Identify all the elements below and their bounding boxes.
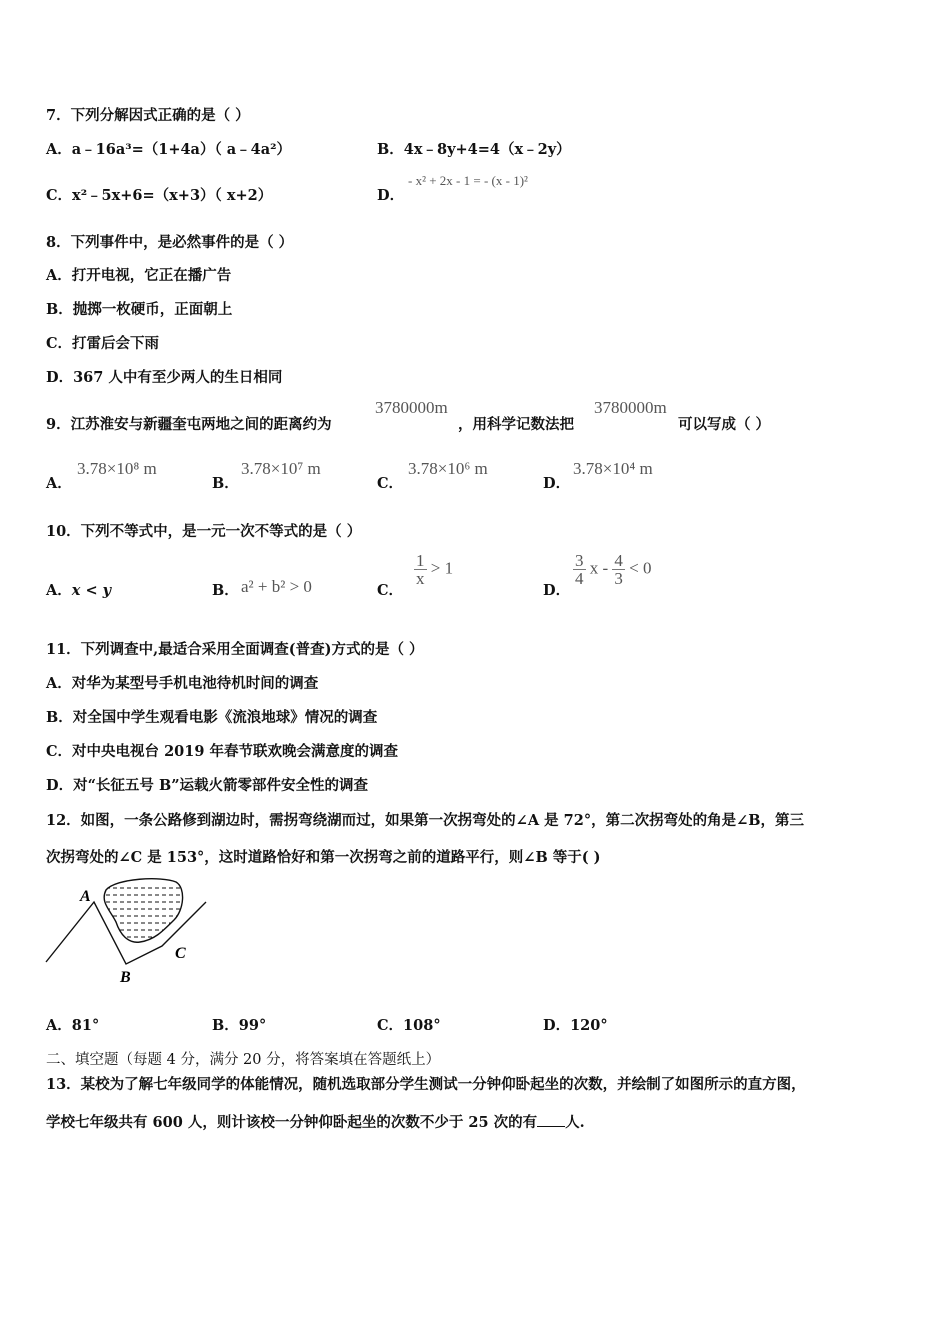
q11-option-a: A．对华为某型号手机电池待机时间的调查 <box>46 675 319 692</box>
figure-label-b: B <box>120 969 131 986</box>
q7-option-b: B．4x﹣8y+4=4（x﹣2y） <box>377 141 571 158</box>
q11-option-c: C．对中央电视台 2019 年春节联欢晚会满意度的调查 <box>46 743 398 760</box>
q7-option-d-formula: - x² + 2x - 1 = - (x - 1)² <box>408 173 528 188</box>
q11-option-b: B．对全国中学生观看电影《流浪地球》情况的调查 <box>46 709 378 726</box>
q9-option-c-label: C． <box>377 475 404 492</box>
q10-option-c: $\frac{1}{x}$ > 1 <box>416 551 454 588</box>
q8-stem: 8．下列事件中，是必然事件的是（ ） <box>46 234 294 251</box>
q8-option-a: A．打开电视，它正在播广告 <box>46 267 232 284</box>
q12-stem-line1: 12．如图，一条公路修到湖边时，需拐弯绕湖而过，如果第一次拐弯处的∠A 是 72°，第二次拐弯处的角是∠B，第三 <box>46 812 805 829</box>
q12-option-b: B．99° <box>212 1017 267 1034</box>
q9-option-d-label: D． <box>543 475 571 492</box>
q9-option-a-label: A． <box>46 475 72 492</box>
q11-stem: 11．下列调查中,最适合采用全面调查(普查)方式的是（ ） <box>46 641 424 658</box>
q12-stem-line2: 次拐弯处的∠C 是 153°，这时道路恰好和第一次拐弯之前的道路平行，则∠B 等于( ) <box>46 849 601 866</box>
q10-option-c-label: C． <box>377 582 404 599</box>
q9-distance-2: 3780000m <box>594 398 667 417</box>
q10-stem: 10．下列不等式中，是一元一次不等式的是（ ） <box>46 523 362 540</box>
q9-distance-1: 3780000m <box>375 398 448 417</box>
q8-option-c: C．打雷后会下雨 <box>46 335 160 352</box>
q7-option-c: C．x²﹣5x+6=（x+3）（ x+2） <box>46 187 273 204</box>
q9-stem-part1: 9．江苏淮安与新疆奎屯两地之间的距离约为 <box>46 416 332 433</box>
q8-option-b: B．抛掷一枚硬币，正面朝上 <box>46 301 233 318</box>
q9-option-a: 3.78×10⁸ m <box>77 459 157 478</box>
q9-option-d: 3.78×10⁴ m <box>573 459 653 478</box>
section-heading: 二、填空题（每题 4 分，满分 20 分，将答案填在答题纸上） <box>46 1052 441 1068</box>
q10-option-d-label: D． <box>543 582 571 599</box>
q9-option-b-label: B． <box>212 475 239 492</box>
figure-label-a: A <box>80 888 91 905</box>
q9-stem-part3: 可以写成（ ） <box>678 416 771 433</box>
q8-option-d: D．367 人中有至少两人的生日相同 <box>46 369 283 386</box>
q9-option-c: 3.78×10⁶ m <box>408 459 488 478</box>
q12-option-d: D．120° <box>543 1017 608 1034</box>
figure-label-c: C <box>175 945 186 962</box>
q13-stem-line2: 学校七年级共有 600 人，则计该校一分钟仰卧起坐的次数不少于 25 次的有 人. <box>46 1114 585 1131</box>
q11-option-d: D．对“长征五号 B”运载火箭零部件安全性的调查 <box>46 777 369 794</box>
q12-option-c: C．108° <box>377 1017 441 1034</box>
q7-stem: 7．下列分解因式正确的是（ ） <box>46 107 250 124</box>
q12-option-a: A．81° <box>46 1017 100 1034</box>
q10-option-a: A．x < y <box>46 582 112 599</box>
answer-blank[interactable] <box>537 1114 565 1127</box>
q10-option-b-label: B． <box>212 582 239 599</box>
q9-option-b: 3.78×10⁷ m <box>241 459 321 478</box>
q9-stem-part2: ，用科学记数法把 <box>458 416 574 433</box>
q10-option-b: a² + b² > 0 <box>241 577 312 596</box>
q10-option-d: $\frac{3}{4}$ x - $\frac{4}{3}$ < 0 <box>575 551 652 588</box>
q12-lake-road-figure <box>44 874 214 989</box>
q13-stem-line1: 13．某校为了解七年级同学的体能情况，随机选取部分学生测试一分钟仰卧起坐的次数，并绘制了如图所示的直方图， <box>46 1076 806 1093</box>
q7-option-d-label: D． <box>377 187 405 204</box>
q7-option-a: A．a﹣16a³=（1+4a）（ a﹣4a²） <box>46 141 291 158</box>
